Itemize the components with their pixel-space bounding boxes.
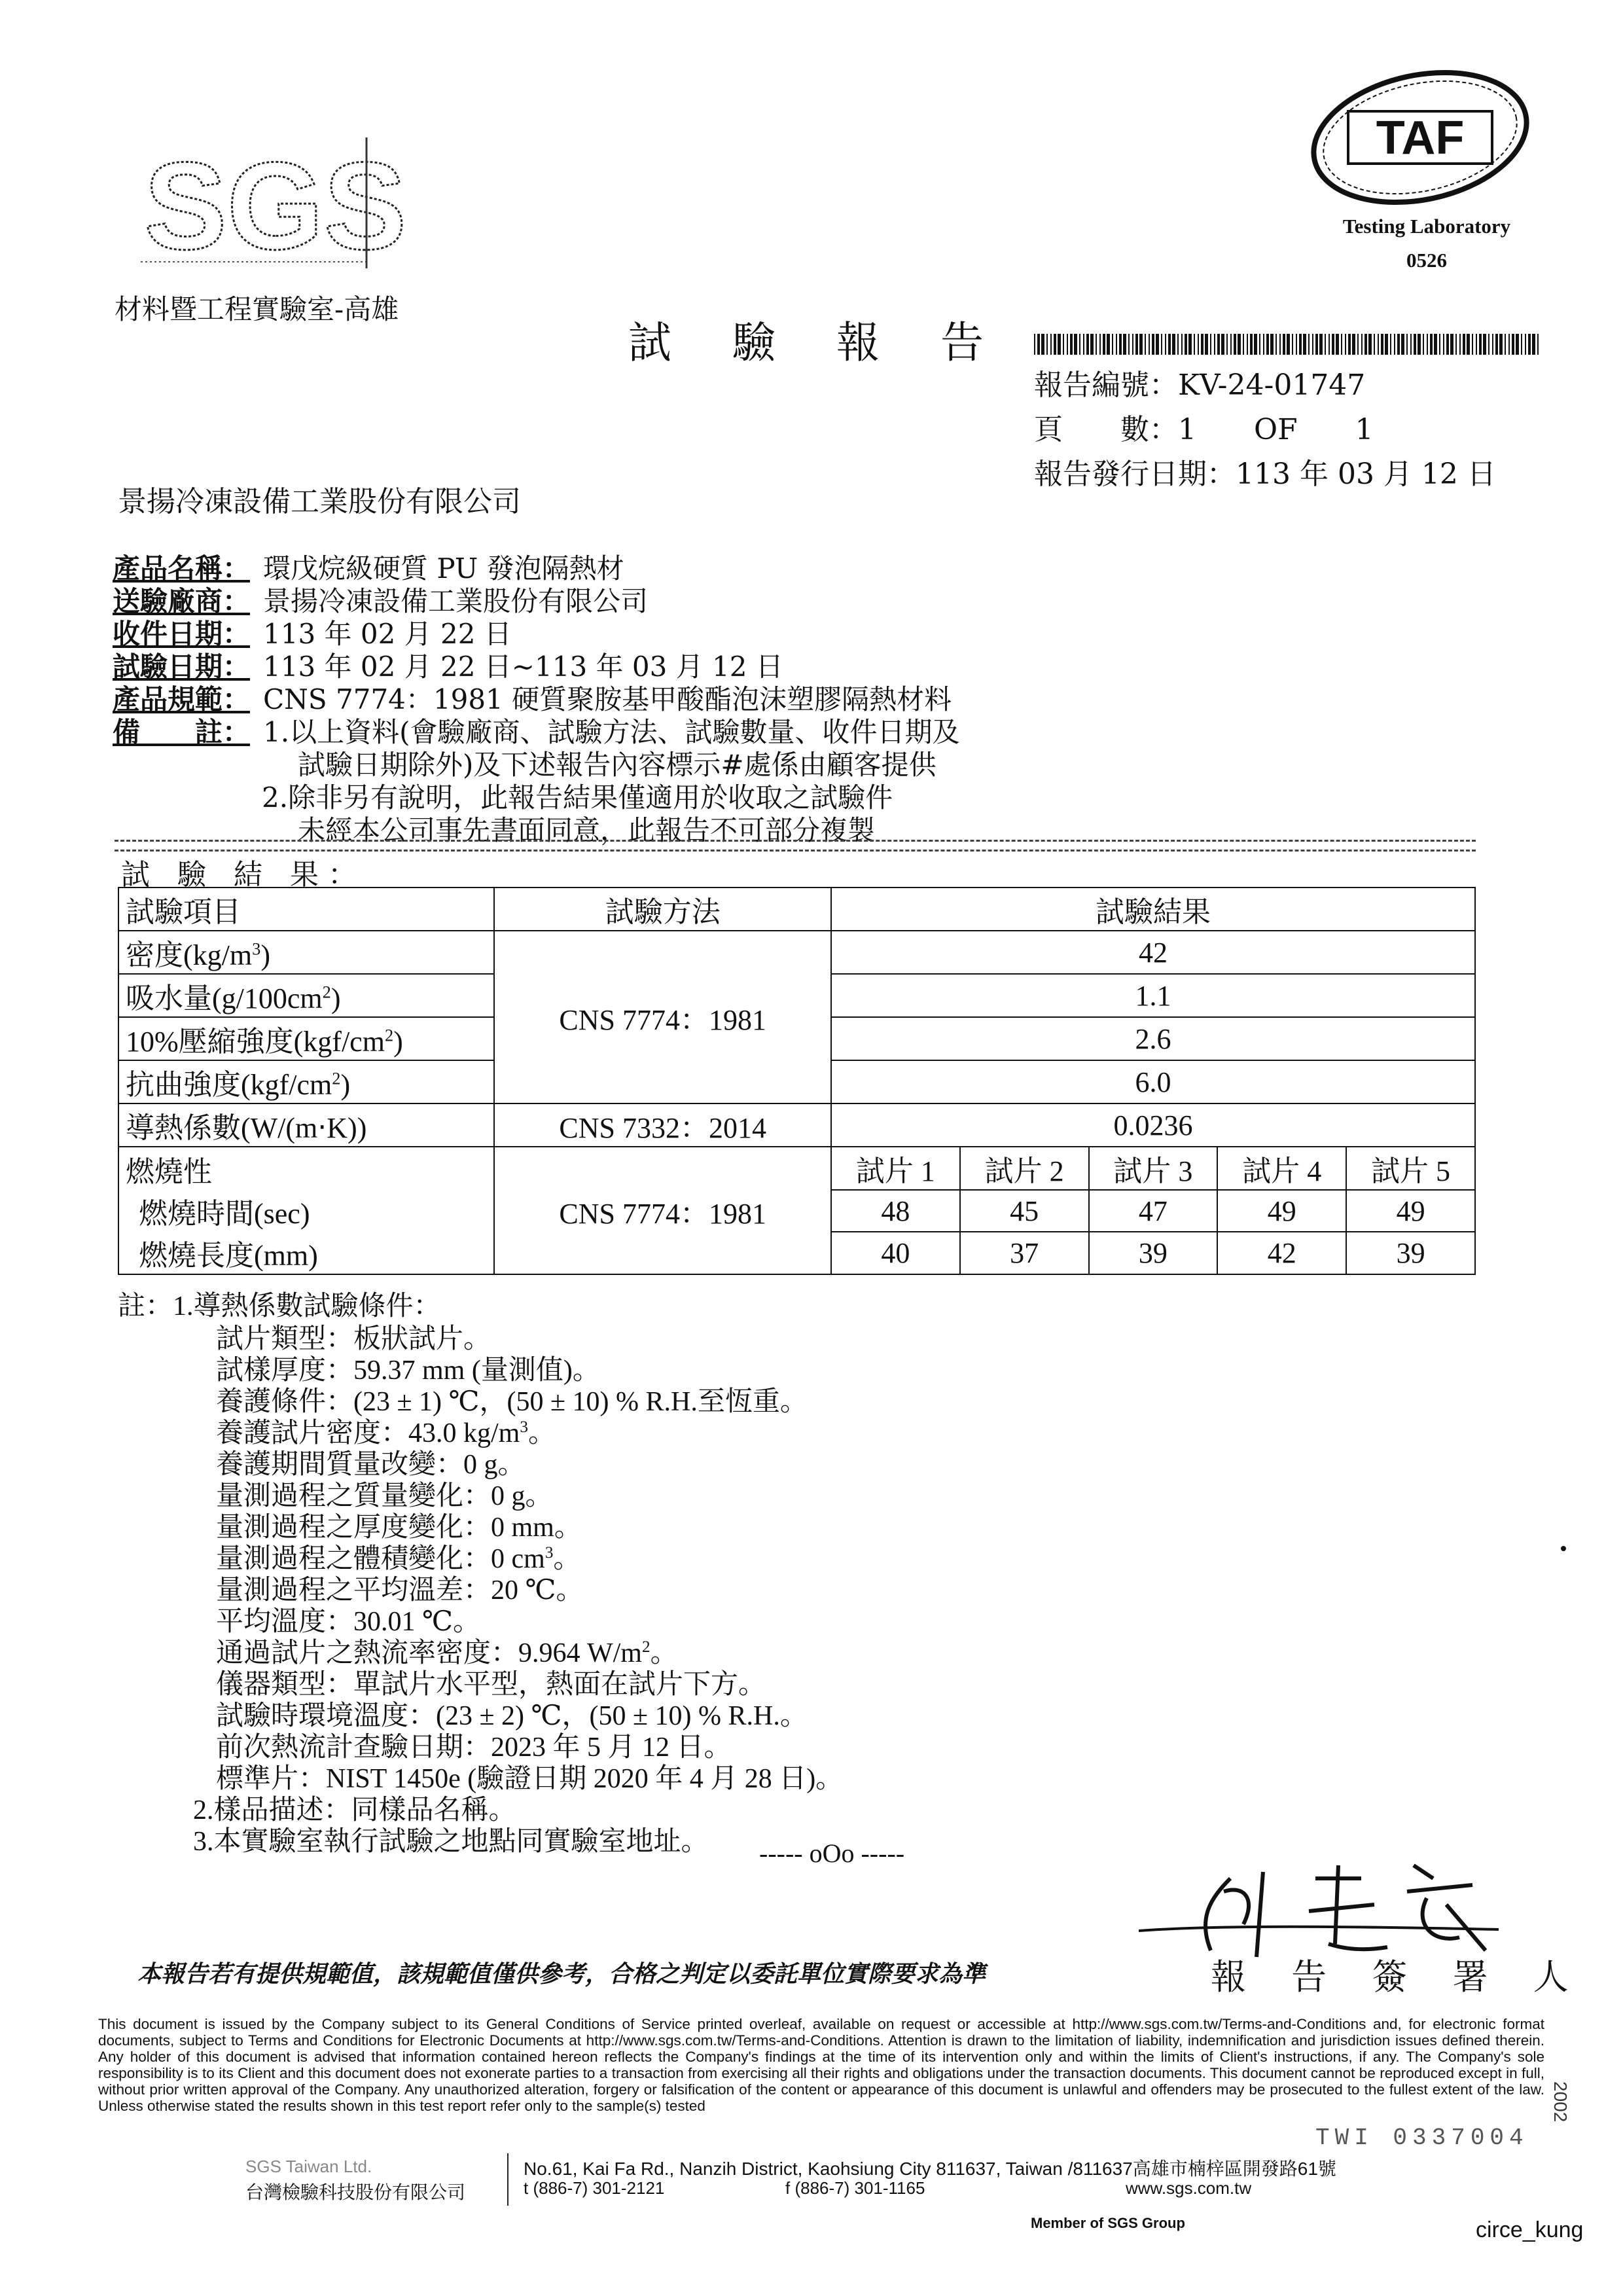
specimen-header: 試片 3 bbox=[1089, 1147, 1218, 1190]
burn-time-cell: 45 bbox=[960, 1190, 1089, 1232]
note-line: 試驗時環境溫度：(23 ± 2) ℃，(50 ± 10) % R.H.。 bbox=[216, 1701, 808, 1731]
terms-fine-print: This document is issued by the Company subject to its General Conditions of Service printed overleaf, available on request or accessible at http://www.sgs.com.tw/Terms-and-Conditions and, for electronic format documents, subject to Terms and Conditions for Electronic Documents at http://www.sgs.com.tw/Terms-and-Conditions. Attention is drawn to the limitation of liability, indemnification and jurisdiction issues defined therein. Any holder of this document is advised that information contained hereon reflects the Company's findings at the time of its intervention only and within the limits of Client's instructions, if any. The Company's sole responsibility is to its Client and this document does not exonerate parties to a transaction from exercising all their rights and obligations under the transaction documents. This document cannot be reproduced except in full, without prior written approval of the Company. Any unauthorized alteration, forgery or falsification of the content or appearance of this document is unlawful and offenders may be prosecuted to the fullest extent of the law. Unless otherwise stated the results shown in this test report refer only to the sample(s) tested bbox=[98, 2016, 1544, 2114]
scan-dot bbox=[1561, 1546, 1566, 1551]
note-1-title: 註：1.導熱係數試驗條件： bbox=[118, 1291, 441, 1321]
note-line: 儀器類型：單試片水平型，熱面在試片下方。 bbox=[216, 1670, 766, 1700]
company-fax: f (886-7) 301-1165 bbox=[785, 2178, 925, 2198]
water-absorption-value: 1.1 bbox=[831, 974, 1475, 1017]
specimen-header: 試片 4 bbox=[1217, 1147, 1346, 1190]
report-number: 報告編號：KV-24-01747 bbox=[1034, 368, 1366, 402]
sgs-member-label: Member of SGS Group bbox=[1031, 2215, 1185, 2231]
spec-value: CNS 7774：1981 硬質聚胺基甲酸酯泡沫塑膠隔熱材料 bbox=[263, 683, 952, 715]
test-date-label: 試驗日期： bbox=[113, 651, 251, 683]
page-count: 頁 數：1 OF 1 bbox=[1034, 413, 1374, 446]
note-line: 前次熱流計查驗日期：2023 年 5 月 12 日。 bbox=[216, 1732, 732, 1763]
results-title: 試 驗 結 果： bbox=[121, 858, 366, 891]
note-line: 量測過程之體積變化：0 $cm^3$。 bbox=[216, 1544, 581, 1574]
spec-disclaimer: 本報告若有提供規範值，該規範值僅供參考，合格之判定以委託單位實際要求為準 bbox=[137, 1960, 986, 1988]
company-name-cn: 台灣檢驗科技股份有限公司 bbox=[245, 2181, 466, 2203]
burn-time-cell: 48 bbox=[831, 1190, 960, 1232]
note-line: 養護試片密度：43.0 $kg/m^3$。 bbox=[216, 1418, 556, 1448]
note-line: 量測過程之厚度變化：0 mm。 bbox=[216, 1513, 582, 1543]
company-phone: t (886-7) 301-2121 bbox=[524, 2178, 665, 2198]
taf-caption: Testing Laboratory 0526 bbox=[1342, 215, 1511, 272]
product-name-label: 產品名稱： bbox=[113, 552, 251, 584]
barcode bbox=[1034, 334, 1538, 355]
specimen-header: 試片 2 bbox=[960, 1147, 1089, 1190]
received-date-value: 113 年 02 月 22 日 bbox=[263, 618, 512, 650]
header-test-method: 試驗方法 bbox=[494, 888, 830, 931]
remark-label: 備 註： bbox=[113, 716, 251, 748]
table-row bbox=[118, 1147, 1475, 1190]
company-address: No.61, Kai Fa Rd., Nanzih District, Kaohsiung City 811637, Taiwan /811637高雄市楠梓區開發路61號 bbox=[524, 2159, 1336, 2179]
note-3: 3.本實驗室執行試驗之地點同實驗室地址。 bbox=[193, 1827, 709, 1857]
taf-logo bbox=[1302, 49, 1538, 226]
svg-text:SGS: SGS bbox=[144, 137, 407, 276]
table-header-row bbox=[118, 888, 1475, 931]
document-serial: TWI 0337004 bbox=[1315, 2125, 1529, 2151]
note-line: 試樣厚度：59.37 mm (量測值)。 bbox=[216, 1355, 600, 1386]
burn-length-cell: 39 bbox=[1089, 1232, 1218, 1274]
specimen-header: 試片 5 bbox=[1346, 1147, 1475, 1190]
side-mark: 2002 bbox=[1550, 2081, 1571, 2123]
remark-line-2b: 未經本公司事先書面同意，此報告不可部分複製 bbox=[298, 814, 876, 846]
test-date-value: 113 年 02 月 22 日~113 年 03 月 12 日 bbox=[263, 651, 783, 683]
remark-line-2a: 2.除非另有說明，此報告結果僅適用於收取之試驗件 bbox=[262, 781, 893, 814]
burn-time-label: 燃燒時間(sec) bbox=[118, 1190, 494, 1232]
water-absorption-label: 吸水量$(g/100cm^2)$ bbox=[118, 974, 494, 1017]
header-test-result: 試驗結果 bbox=[831, 888, 1475, 931]
report-title: 試 驗 報 告 bbox=[628, 317, 1007, 368]
burn-length-cell: 39 bbox=[1346, 1232, 1475, 1274]
note-line: 量測過程之質量變化：0 g。 bbox=[216, 1481, 553, 1511]
note-line: 通過試片之熱流率密度：9.964 $W/m^2$。 bbox=[216, 1638, 678, 1668]
note-line: 養護條件：(23 ± 1) ℃，(50 ± 10) % R.H.至恆重。 bbox=[216, 1387, 808, 1417]
note-2: 2.樣品描述：同樣品名稱。 bbox=[193, 1795, 516, 1825]
signature bbox=[1132, 1852, 1525, 1964]
note-line: 平均溫度：30.01 ℃。 bbox=[216, 1607, 480, 1637]
results-table bbox=[118, 887, 1476, 1275]
density-value: 42 bbox=[831, 931, 1475, 974]
note-line: 量測過程之平均溫差：20 ℃。 bbox=[216, 1575, 584, 1605]
table-row bbox=[118, 1103, 1475, 1147]
note-line: 養護期間質量改變：0 g。 bbox=[216, 1450, 526, 1480]
burn-length-cell: 37 bbox=[960, 1232, 1089, 1274]
company-name-en: SGS Taiwan Ltd. bbox=[245, 2157, 372, 2176]
remark-line-1a: 1.以上資料(會驗廠商、試驗方法、試驗數量、收件日期及 bbox=[263, 716, 960, 748]
signatory-label: 報 告 簽 署 人 bbox=[1211, 1956, 1586, 1998]
product-name-value: 環戊烷級硬質 PU 發泡隔熱材 bbox=[263, 552, 624, 584]
burn-time-cell: 49 bbox=[1217, 1190, 1346, 1232]
burn-length-cell: 40 bbox=[831, 1232, 960, 1274]
note-line: 標準片：NIST 1450e (驗證日期 2020 年 4 月 28 日)。 bbox=[216, 1764, 844, 1794]
thermal-conductivity-value: 0.0236 bbox=[831, 1103, 1475, 1147]
applicant-value: 景揚冷凍設備工業股份有限公司 bbox=[263, 585, 649, 617]
flexural-strength-label: 抗曲強度$(kgf/cm^2)$ bbox=[118, 1060, 494, 1103]
received-date-label: 收件日期： bbox=[113, 618, 251, 650]
header-test-item: 試驗項目 bbox=[118, 888, 494, 931]
end-mark: ----- oOo ----- bbox=[759, 1839, 905, 1868]
company-website: www.sgs.com.tw bbox=[1126, 2178, 1252, 2198]
specimen-header: 試片 1 bbox=[831, 1147, 960, 1190]
operator-id: circe_kung bbox=[1476, 2217, 1584, 2242]
method-cns7774: CNS 7774：1981 bbox=[494, 931, 830, 1103]
double-dashed-divider bbox=[115, 840, 1476, 852]
lab-name: 材料暨工程實驗室-高雄 bbox=[115, 293, 399, 325]
flexural-strength-value: 6.0 bbox=[831, 1060, 1475, 1103]
note-line: 試片類型：板狀試片。 bbox=[216, 1324, 491, 1354]
footer-divider bbox=[507, 2153, 508, 2206]
applicant-label: 送驗廠商： bbox=[113, 585, 251, 617]
svg-text:TAF: TAF bbox=[1376, 112, 1465, 164]
flammability-label: 燃燒性 bbox=[118, 1147, 494, 1190]
spec-label: 產品規範： bbox=[113, 683, 251, 715]
compressive-strength-label: 10%壓縮強度$(kgf/cm^2)$ bbox=[118, 1017, 494, 1060]
thermal-conductivity-label: 導熱係數(W/(m‧K)) bbox=[118, 1103, 494, 1147]
sgs-logo bbox=[141, 137, 407, 276]
compressive-strength-value: 2.6 bbox=[831, 1017, 1475, 1060]
method-cns7774-burn: CNS 7774：1981 bbox=[494, 1147, 830, 1274]
table-row bbox=[118, 931, 1475, 974]
method-cns7332: CNS 7332：2014 bbox=[494, 1103, 830, 1147]
burn-time-cell: 47 bbox=[1089, 1190, 1218, 1232]
client-name: 景揚冷凍設備工業股份有限公司 bbox=[118, 485, 521, 518]
issue-date: 報告發行日期：113 年 03 月 12 日 bbox=[1034, 457, 1496, 491]
burn-length-cell: 42 bbox=[1217, 1232, 1346, 1274]
burn-time-cell: 49 bbox=[1346, 1190, 1475, 1232]
density-label: 密度$(kg/m^3)$ bbox=[118, 931, 494, 974]
burn-length-label: 燃燒長度(mm) bbox=[118, 1232, 494, 1274]
remark-line-1b: 試驗日期除外)及下述報告內容標示#處係由顧客提供 bbox=[298, 749, 936, 781]
